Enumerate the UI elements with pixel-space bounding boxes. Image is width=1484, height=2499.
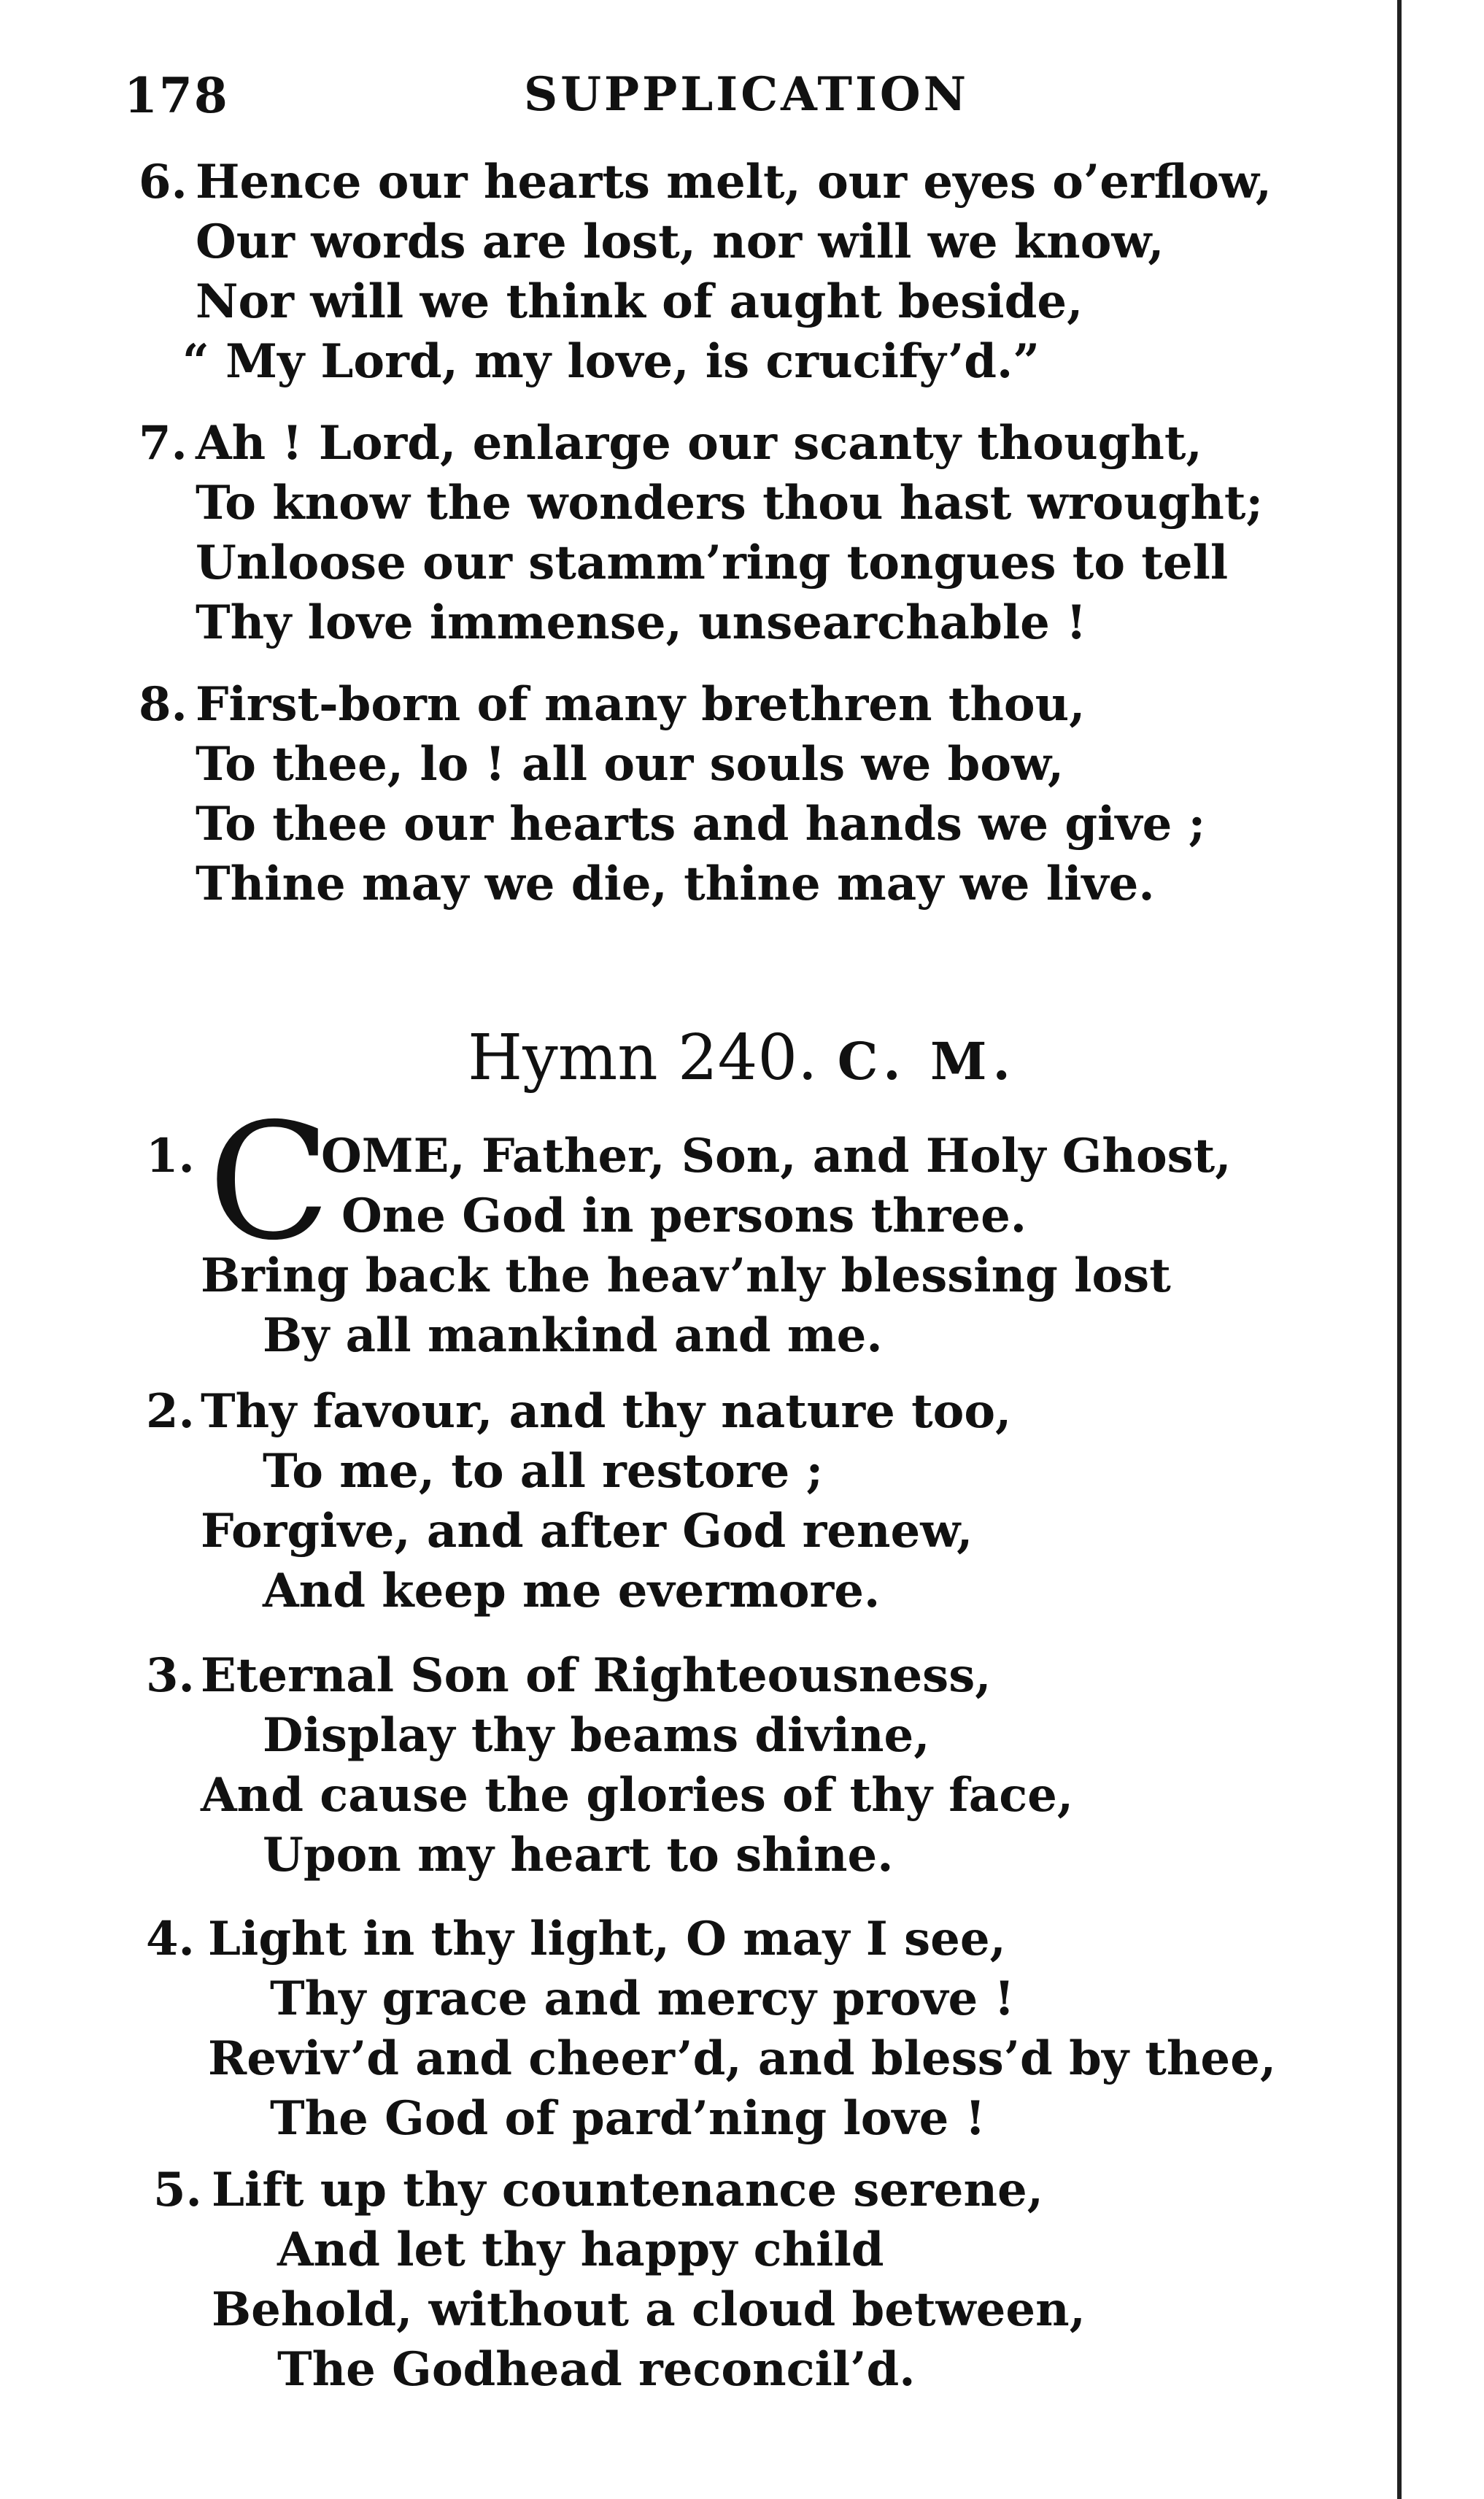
verse-line: One God in persons three. [341,1189,1027,1243]
hymn-title: Hymn 240. [468,1021,818,1094]
verse-line: By all mankind and me. [263,1308,883,1363]
verse-line: Forgive, and after God renew, [201,1504,973,1559]
verse-line: Display thy beams divine, [263,1708,930,1763]
verse-line: Thy love immense, unsearchable ! [196,595,1087,650]
stanza-number: 6. [139,155,188,209]
verse-line: The God of pard’ning love ! [270,2091,986,2146]
verse-line: To thee, lo ! all our souls we bow, [196,737,1064,792]
page-number: 178 [124,67,229,124]
page-header [124,67,1000,133]
stanza-number: 7. [139,416,188,471]
verse-line: Hence our hearts melt, our eyes o’erflow, [196,155,1272,209]
verse-line: Upon my heart to shine. [263,1828,894,1882]
verse-line: OME, Father, Son, and Holy Ghost, [321,1129,1232,1183]
running-title: SUPPLICATION [524,67,970,122]
stanza-number: 4. [146,1912,195,1966]
verse-line: Unloose our stamm’ring tongues to tell [196,536,1229,590]
verse-line: Nor will we think of aught beside, [196,274,1083,329]
verse-line: First-born of many brethren thou, [196,677,1086,732]
verse-line: Behold, without a cloud between, [212,2282,1086,2337]
stanza-number: 8. [139,677,188,732]
verse-line: Light in thy light, O may I see, [208,1912,1006,1966]
verse-line: Ah ! Lord, enlarge our scanty thought, [196,416,1202,471]
verse-line: To thee our hearts and hands we give ; [196,797,1206,851]
verse-line: And let thy happy child [277,2222,884,2277]
verse-line: Eternal Son of Righteousness, [201,1648,992,1703]
stanza-number: 5. [153,2163,202,2217]
stanza-number: 1. [146,1129,195,1183]
verse-line: Thine may we die, thine may we live. [196,857,1155,911]
verse-line: To me, to all restore ; [263,1444,824,1499]
verse-line: “ My Lord, my love, is crucify’d.” [182,334,1040,389]
verse-line: To know the wonders thou hast wrought; [196,476,1264,530]
verse-line: Reviv’d and cheer’d, and bless’d by thee, [208,2031,1277,2086]
verse-line: Our words are lost, nor will we know, [196,215,1164,269]
verse-line: Thy grace and mercy prove ! [270,1971,1015,2026]
stanza-number: 3. [146,1648,195,1703]
verse-line: The Godhead reconcil’d. [277,2342,916,2397]
verse-line: And cause the glories of thy face, [201,1768,1074,1823]
verse-line: Lift up thy countenance serene, [212,2163,1044,2217]
stanza-number: 2. [146,1384,195,1439]
verse-line: Bring back the heav’nly blessing lost [201,1248,1171,1303]
verse-line: Thy favour, and thy nature too, [201,1384,1012,1439]
verse-line: And keep me evermore. [263,1564,881,1618]
hymn-meter: C. M. [837,1031,1016,1092]
page-edge-rule [1397,0,1402,2499]
drop-cap: C [208,1089,331,1275]
hymn-heading [0,1021,1484,1098]
